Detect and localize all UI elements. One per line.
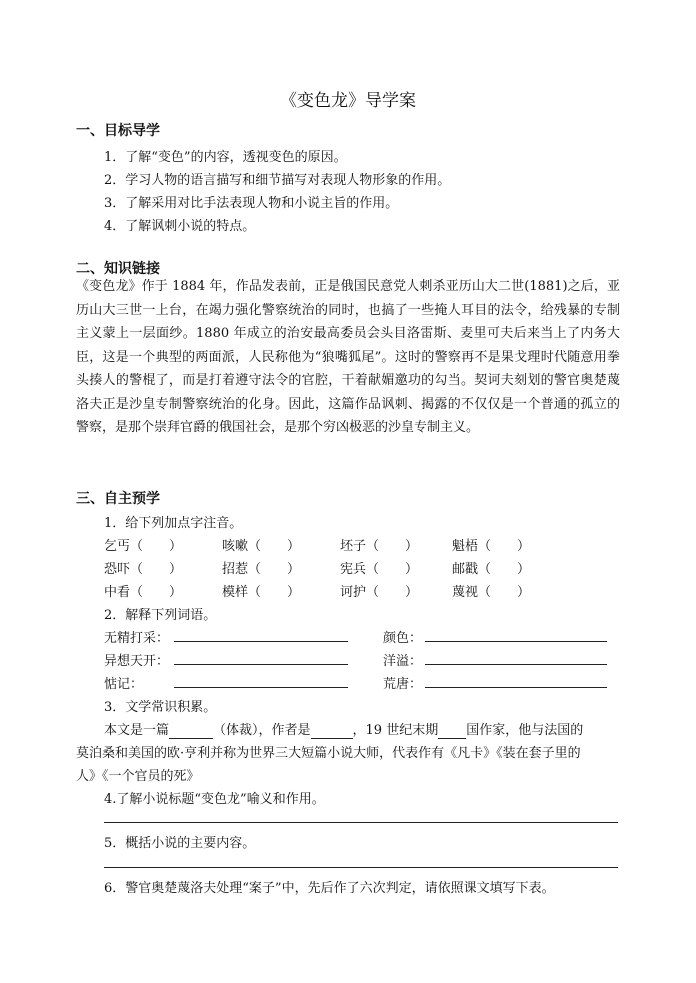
pinyin-item: 乞丐（ ） — [104, 539, 183, 554]
answer-blank[interactable] — [438, 723, 466, 739]
section-heading-knowledge: 二、知识链接 — [76, 261, 160, 277]
answer-blank[interactable] — [425, 641, 607, 642]
goal-item: 1．了解“变色”的内容，透视变色的原因。 — [104, 150, 347, 165]
question-4: 4.了解小说标题“变色龙”喻义和作用。 — [104, 792, 325, 807]
term-label: 荒唐： — [383, 677, 423, 692]
pinyin-item: 坯子（ ） — [340, 539, 419, 554]
question-2: 2．解释下列词语。 — [104, 608, 217, 623]
pinyin-item: 咳嗽（ ） — [222, 539, 301, 554]
literature-text: 国作家，他与法国的 — [466, 723, 584, 738]
question-6: 6．警官奥楚蔑洛夫处理“案子”中，先后作了六次判定，请依照课文填写下表。 — [104, 881, 555, 896]
pinyin-item: 邮戳（ ） — [452, 562, 531, 577]
section-heading-goals: 一、目标导学 — [76, 123, 160, 139]
term-label: 洋溢： — [383, 654, 423, 669]
answer-blank[interactable] — [174, 687, 348, 688]
term-label: 无精打采： — [104, 631, 170, 646]
goal-item: 2．学习人物的语言描写和细节描写对表现人物形象的作用。 — [104, 173, 451, 188]
answer-line[interactable] — [104, 822, 618, 823]
answer-blank[interactable] — [174, 664, 348, 665]
question-5: 5．概括小说的主要内容。 — [104, 836, 256, 851]
answer-blank[interactable] — [169, 723, 213, 739]
term-label: 异想天开： — [104, 654, 170, 669]
answer-blank[interactable] — [174, 641, 348, 642]
pinyin-item: 宪兵（ ） — [340, 562, 419, 577]
pinyin-item: 中看（ ） — [104, 585, 183, 600]
goal-item: 4．了解讽刺小说的特点。 — [104, 219, 256, 234]
literature-text: ，19 世纪末期 — [352, 723, 439, 738]
pinyin-item: 恐吓（ ） — [104, 562, 183, 577]
pinyin-item: 模样（ ） — [222, 585, 301, 600]
question-3: 3．文学常识积累。 — [104, 700, 217, 715]
section-heading-preview: 三、自主预学 — [76, 491, 160, 507]
pinyin-item: 魁梧（ ） — [452, 539, 531, 554]
term-label: 惦记： — [104, 677, 144, 692]
answer-blank[interactable] — [425, 664, 607, 665]
answer-blank[interactable] — [311, 723, 353, 739]
page-title: 《变色龙》导学案 — [280, 91, 416, 111]
answer-line[interactable] — [104, 867, 618, 868]
literature-text: 本文是一篇 — [104, 723, 170, 738]
goal-item: 3．了解采用对比手法表现人物和小说主旨的作用。 — [104, 196, 399, 211]
knowledge-paragraph: 《变色龙》作于 1884 年，作品发表前，正是俄国民意党人刺杀亚历山大二世(1881)之后，亚历山大三世一上台，在竭力强化警察统治的同时，也搞了一些掩人耳目的法令，给残暴的专制主义蒙上一层面纱。1880 年成立的治安最高委员会头目洛雷斯、麦里可夫后来当上了内务大臣，这是一个典型的两面派，人民称他为“狼嘴狐尾”。这时的警察再不是果戈理时代随意用拳头揍人的警棍了，而是打着遵守法令的官腔，干着献媚邀功的勾当。契诃夫刻划的警官奥楚蔑洛夫正是沙皇专制警察统治的化身。因此，这篇作品讽刺、揭露的不仅仅是一个普通的孤立的警察，是那个崇拜官爵的俄国社会，是那个穷凶极恶的沙皇专制主义。 — [76, 279, 620, 435]
pinyin-item: 诃护（ ） — [340, 585, 419, 600]
literature-text: （体裁），作者是 — [213, 723, 311, 738]
term-label: 颜色： — [383, 631, 423, 646]
literature-text: 人》《一个官员的死》 — [76, 769, 200, 784]
literature-text: 莫泊桑和美国的欧·亨利并称为世界三大短篇小说大师，代表作有《凡卡》《装在套子里的 — [76, 746, 581, 761]
pinyin-item: 招惹（ ） — [222, 562, 301, 577]
pinyin-item: 蔑视（ ） — [452, 585, 531, 600]
literature-fill-line — [104, 719, 583, 739]
answer-blank[interactable] — [425, 687, 607, 688]
question-1: 1．给下列加点字注音。 — [104, 516, 243, 531]
